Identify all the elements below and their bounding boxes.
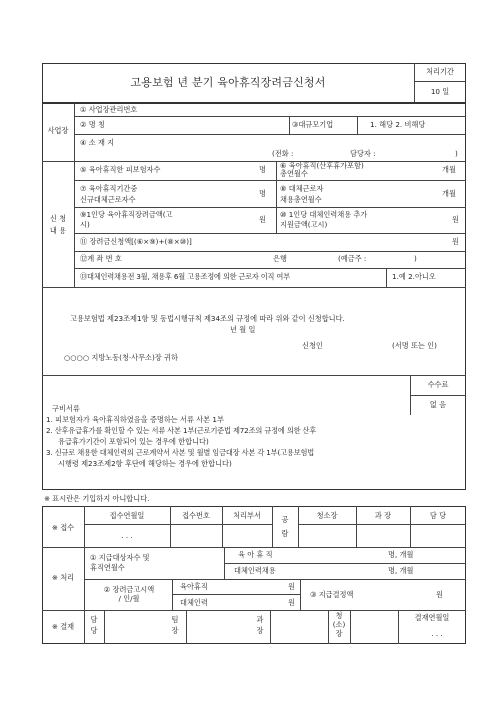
process-label: ※ 처리 (51, 573, 75, 582)
approval-office-head-label: 청 (소) 장 (332, 611, 346, 638)
process-item-3-won: 원 (436, 590, 443, 599)
field-7-unit: 명 (259, 189, 266, 198)
required-doc-2a: 2. 산후유급휴가를 확인할 수 있는 서류 사본 1부(근로기준법 제72조의 규정에 의한 산후 (46, 426, 317, 435)
receipt-label: ※ 접수 (51, 523, 75, 532)
person-in-charge-label: 담 당 (429, 511, 447, 520)
fee-label: 수수료 (427, 380, 449, 389)
field-10-label: ⑩ 1인당 대체인력채용 추가 지원금액(고시) (280, 210, 368, 230)
processing-period-value: 10 일 (430, 87, 450, 96)
field-11-unit: 원 (452, 237, 459, 246)
field-10-unit: 원 (452, 215, 459, 224)
receipt-no-label: 접수번호 (182, 511, 210, 520)
approval-section-chief-label: 과 장 (256, 615, 264, 635)
field-12-label: ⑫계 좌 번 호 (80, 254, 122, 263)
field-8-unit: 개월 (442, 189, 456, 198)
process-leave2-label: 육아휴직 (180, 582, 208, 591)
declaration-text: 고용보험법 제23조제1항 및 동법시행규칙 제34조의 규정에 따라 위와 같이 신청합니다. (70, 314, 345, 323)
required-doc-3b: 시행령 제23조제2항 후단에 해당하는 경우에 한합니다) (58, 459, 232, 468)
field-11-label: ⑪ 장려금신청액[(⑥×⑨)+(⑧×⑩)] (80, 237, 192, 246)
process-leave2-won: 원 (288, 582, 295, 591)
approval-team-lead-label: 팀 장 (171, 615, 179, 635)
review-label-top: 공 (281, 515, 289, 524)
fee-value: 없 음 (429, 400, 447, 409)
approval-label: ※ 결재 (51, 622, 75, 631)
approval-staff-label: 담 당 (90, 615, 98, 635)
process-replace-unit: 명, 개월 (388, 566, 414, 575)
field-7-label: ⑦ 육아휴직기간중 신규대체근로자수 (80, 184, 138, 204)
process-replace-label: 대체인력채용 (234, 566, 276, 575)
large-enterprise-label: ③대규모기업 (292, 120, 334, 129)
approval-date-dots: . . . (431, 629, 443, 638)
field-5-label: ⑤ 육아휴직한 피보험자수 (80, 165, 161, 174)
dept-label: 처리부서 (233, 511, 261, 520)
field-9-unit: 원 (259, 215, 266, 224)
required-docs-title: 구비서류 (52, 404, 80, 413)
receipt-date-label: 접수연월일 (109, 511, 145, 520)
workplace-name-label: ② 명 칭 (80, 120, 105, 129)
field-12-close: ) (414, 254, 417, 263)
field-9-label: ⑨1인당 육아휴직장려금액(고 시) (80, 210, 173, 230)
processing-period-label: 처리기간 (426, 67, 454, 76)
signature-label: (서명 또는 인) (392, 341, 437, 350)
applicant-label: 신청인 (302, 341, 323, 350)
field-13-options: 1.예 2.아니오 (392, 272, 436, 281)
review-label-bottom: 람 (281, 529, 289, 538)
office-head-label: 청소장 (316, 511, 338, 520)
process-leave-label: 육 아 휴 직 (238, 550, 273, 559)
field-13-label: ⑬대체인력채용전 3월, 채용후 6월 고용조정에 의한 근로자 이직 여부 (80, 272, 290, 281)
section-chief-label: 과 장 (374, 511, 392, 520)
process-replace2-label: 대체인력 (180, 598, 208, 607)
required-doc-1: 1. 피보험자가 육아휴직하였음을 증명하는 서류 사본 1부 (46, 415, 224, 424)
large-enterprise-options: 1. 해당 2. 비해당 (370, 120, 426, 129)
field-5-unit: 명 (259, 165, 266, 174)
process-leave-unit: 명, 개월 (388, 550, 414, 559)
process-replace2-won: 원 (288, 598, 295, 607)
required-doc-3a: 3. 신규로 채용한 대체인력의 근로계약서 사본 및 월별 임금대장 사본 각 1부(고용보험법 (46, 448, 315, 457)
content-section-label: 신 청 내 용 (49, 214, 67, 235)
field-12-holder: (예금주 : (338, 254, 367, 263)
process-item-2: ② 장려금고시액 / 인/월 (103, 585, 155, 604)
manager-label: 담당자 : (350, 149, 376, 158)
process-item-1: ① 지급대상자수 및 휴직연월수 (90, 553, 150, 573)
phone-close-paren: ) (455, 149, 458, 158)
workplace-reg-no-label: ① 사업장관리번호 (80, 105, 138, 114)
office-use-notice: ※ 표시란은 기입하지 아니합니다. (44, 494, 150, 503)
required-doc-2b: 유급휴가기간이 포함되어 있는 경우에 한합니다) (58, 437, 209, 446)
form-title: 고용보험 년 분기 육아휴직장려금신청서 (130, 76, 326, 89)
receipt-date-dots: . . . (121, 531, 133, 540)
field-12-bank: 은행 (273, 254, 287, 263)
field-8-label: ⑧ 대체근로자 채용총연월수 (280, 184, 324, 204)
workplace-address-label: ④ 소 재 지 (80, 138, 115, 147)
phone-label: (전화 : (272, 149, 294, 158)
field-6-label: ⑥ 육아휴직(산후휴가포함) 총연월수 (280, 161, 364, 179)
process-item-3: ③ 지급결정액 (310, 590, 354, 599)
recipient-label: ○○○○ 지방노동(청·사무소)장 귀하 (64, 353, 178, 362)
declaration-date: 년 월 일 (230, 325, 256, 334)
workplace-section-label: 사업장 (47, 126, 69, 135)
field-6-unit: 개월 (442, 165, 456, 174)
approval-date-label: 결재연월일 (414, 613, 450, 622)
